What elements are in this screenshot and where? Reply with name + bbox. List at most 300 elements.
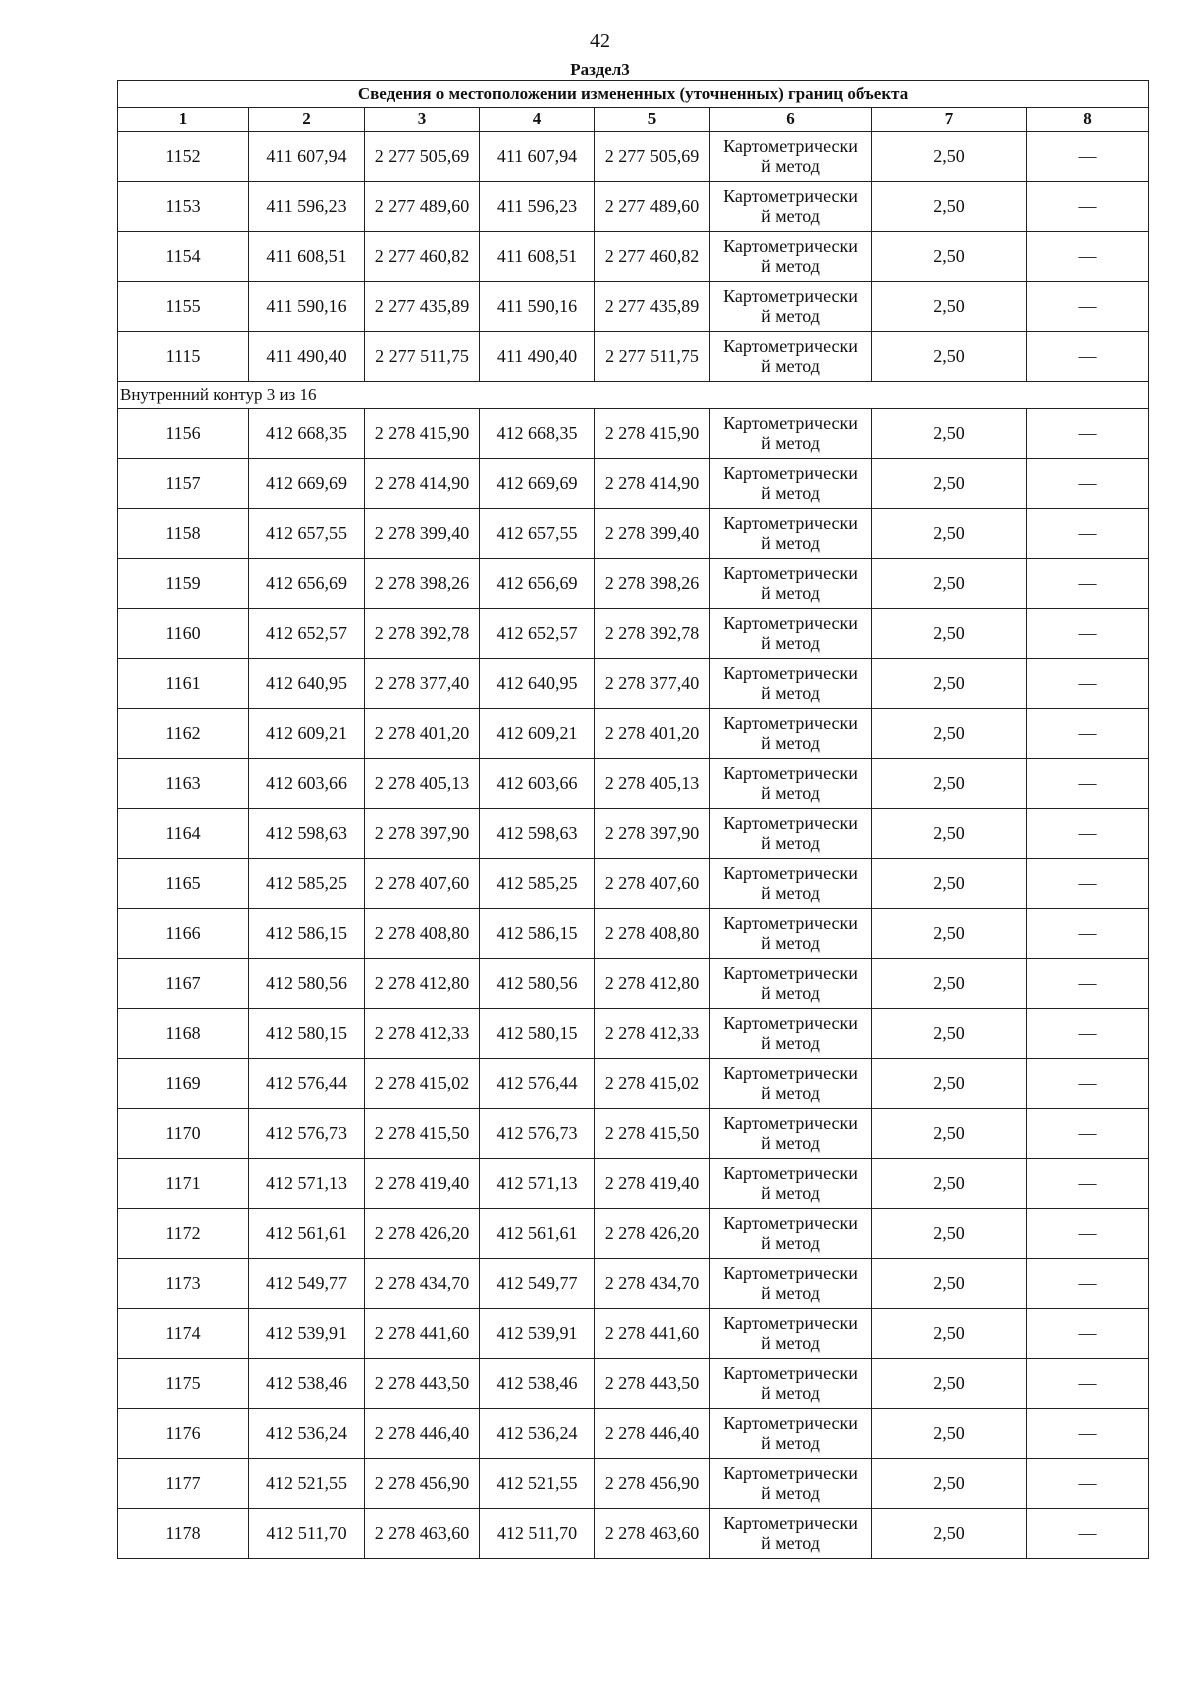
- accuracy-value: 2,50: [872, 709, 1027, 759]
- new-y-coordinate: 2 278 377,40: [595, 659, 710, 709]
- point-number: 1171: [118, 1159, 249, 1209]
- method-line-2: й метод: [761, 1132, 820, 1153]
- accuracy-value: 2,50: [872, 1159, 1027, 1209]
- accuracy-value: 2,50: [872, 1309, 1027, 1359]
- description-cell: —: [1027, 559, 1149, 609]
- column-number: 5: [595, 108, 710, 132]
- point-number: 1152: [118, 132, 249, 182]
- new-y-coordinate: 2 277 460,82: [595, 232, 710, 282]
- description-cell: —: [1027, 859, 1149, 909]
- table-row: [118, 1359, 1149, 1409]
- description-cell: —: [1027, 1159, 1149, 1209]
- method-line-2: й метод: [761, 305, 820, 326]
- old-x-coordinate: 412 598,63: [249, 809, 365, 859]
- method-line-2: й метод: [761, 782, 820, 803]
- description-cell: —: [1027, 1459, 1149, 1509]
- column-number: 2: [249, 108, 365, 132]
- table-row: [118, 859, 1149, 909]
- method-line-2: й метод: [761, 1332, 820, 1353]
- method-cell: [710, 1209, 872, 1259]
- new-x-coordinate: 411 607,94: [480, 132, 595, 182]
- new-y-coordinate: 2 278 415,50: [595, 1109, 710, 1159]
- old-x-coordinate: 412 511,70: [249, 1509, 365, 1559]
- accuracy-value: 2,50: [872, 459, 1027, 509]
- description-cell: —: [1027, 1409, 1149, 1459]
- method-cell: [710, 1309, 872, 1359]
- accuracy-value: 2,50: [872, 1009, 1027, 1059]
- method-line-2: й метод: [761, 582, 820, 603]
- old-x-coordinate: 412 521,55: [249, 1459, 365, 1509]
- new-y-coordinate: 2 277 505,69: [595, 132, 710, 182]
- column-number: 8: [1027, 108, 1149, 132]
- point-number: 1115: [118, 332, 249, 382]
- new-x-coordinate: 412 538,46: [480, 1359, 595, 1409]
- point-number: 1165: [118, 859, 249, 909]
- new-x-coordinate: 412 657,55: [480, 509, 595, 559]
- method-line-2: й метод: [761, 1232, 820, 1253]
- description-cell: —: [1027, 232, 1149, 282]
- point-number: 1168: [118, 1009, 249, 1059]
- accuracy-value: 2,50: [872, 132, 1027, 182]
- old-y-coordinate: 2 278 408,80: [365, 909, 480, 959]
- new-y-coordinate: 2 278 446,40: [595, 1409, 710, 1459]
- table-row: [118, 182, 1149, 232]
- method-cell: [710, 1409, 872, 1459]
- new-x-coordinate: 412 586,15: [480, 909, 595, 959]
- old-x-coordinate: 411 490,40: [249, 332, 365, 382]
- new-y-coordinate: 2 278 463,60: [595, 1509, 710, 1559]
- description-cell: —: [1027, 1009, 1149, 1059]
- method-line-2: й метод: [761, 255, 820, 276]
- table-row: [118, 1009, 1149, 1059]
- accuracy-value: 2,50: [872, 1359, 1027, 1409]
- accuracy-value: 2,50: [872, 1109, 1027, 1159]
- method-line-1: Картометрически: [723, 1512, 858, 1533]
- new-x-coordinate: 412 580,56: [480, 959, 595, 1009]
- old-y-coordinate: 2 278 415,50: [365, 1109, 480, 1159]
- method-cell: [710, 459, 872, 509]
- contour-label: Внутренний контур 3 из 16: [118, 382, 1149, 409]
- description-cell: —: [1027, 609, 1149, 659]
- old-x-coordinate: 412 609,21: [249, 709, 365, 759]
- method-cell: [710, 1159, 872, 1209]
- new-y-coordinate: 2 278 408,80: [595, 909, 710, 959]
- new-x-coordinate: 412 609,21: [480, 709, 595, 759]
- new-y-coordinate: 2 278 398,26: [595, 559, 710, 609]
- method-line-2: й метод: [761, 355, 820, 376]
- accuracy-value: 2,50: [872, 659, 1027, 709]
- method-line-1: Картометрически: [723, 1362, 858, 1383]
- method-line-2: й метод: [761, 1182, 820, 1203]
- new-y-coordinate: 2 278 414,90: [595, 459, 710, 509]
- table-row: [118, 809, 1149, 859]
- coordinates-table: [117, 80, 1149, 1559]
- description-cell: —: [1027, 809, 1149, 859]
- table-row: [118, 1259, 1149, 1309]
- old-x-coordinate: 412 668,35: [249, 409, 365, 459]
- old-y-coordinate: 2 278 407,60: [365, 859, 480, 909]
- method-cell: [710, 132, 872, 182]
- old-y-coordinate: 2 278 419,40: [365, 1159, 480, 1209]
- description-cell: —: [1027, 959, 1149, 1009]
- method-cell: [710, 232, 872, 282]
- point-number: 1176: [118, 1409, 249, 1459]
- point-number: 1175: [118, 1359, 249, 1409]
- new-x-coordinate: 412 561,61: [480, 1209, 595, 1259]
- point-number: 1158: [118, 509, 249, 559]
- column-number: 3: [365, 108, 480, 132]
- section-title: Раздел3: [570, 60, 630, 79]
- new-y-coordinate: 2 278 419,40: [595, 1159, 710, 1209]
- accuracy-value: 2,50: [872, 609, 1027, 659]
- method-line-1: Картометрически: [723, 412, 858, 433]
- method-line-1: Картометрически: [723, 712, 858, 733]
- method-line-2: й метод: [761, 1032, 820, 1053]
- point-number: 1170: [118, 1109, 249, 1159]
- new-x-coordinate: 412 669,69: [480, 459, 595, 509]
- new-x-coordinate: 412 580,15: [480, 1009, 595, 1059]
- table-row: [118, 459, 1149, 509]
- point-number: 1167: [118, 959, 249, 1009]
- description-cell: —: [1027, 709, 1149, 759]
- method-cell: [710, 282, 872, 332]
- new-x-coordinate: 411 590,16: [480, 282, 595, 332]
- point-number: 1174: [118, 1309, 249, 1359]
- old-y-coordinate: 2 278 415,90: [365, 409, 480, 459]
- method-cell: [710, 609, 872, 659]
- accuracy-value: 2,50: [872, 282, 1027, 332]
- method-line-2: й метод: [761, 1532, 820, 1553]
- table-row: [118, 132, 1149, 182]
- accuracy-value: 2,50: [872, 959, 1027, 1009]
- method-line-2: й метод: [761, 1282, 820, 1303]
- new-y-coordinate: 2 278 392,78: [595, 609, 710, 659]
- table-row: [118, 959, 1149, 1009]
- method-cell: [710, 509, 872, 559]
- table-row: [118, 559, 1149, 609]
- method-line-2: й метод: [761, 532, 820, 553]
- point-number: 1154: [118, 232, 249, 282]
- old-x-coordinate: 411 590,16: [249, 282, 365, 332]
- old-y-coordinate: 2 278 377,40: [365, 659, 480, 709]
- method-line-1: Картометрически: [723, 1212, 858, 1233]
- method-cell: [710, 759, 872, 809]
- old-x-coordinate: 411 608,51: [249, 232, 365, 282]
- new-x-coordinate: 411 596,23: [480, 182, 595, 232]
- description-cell: —: [1027, 759, 1149, 809]
- accuracy-value: 2,50: [872, 409, 1027, 459]
- method-cell: [710, 959, 872, 1009]
- table-body-top: [118, 132, 1149, 382]
- description-cell: —: [1027, 459, 1149, 509]
- point-number: 1153: [118, 182, 249, 232]
- method-cell: [710, 1059, 872, 1109]
- method-line-2: й метод: [761, 732, 820, 753]
- point-number: 1160: [118, 609, 249, 659]
- table-row: [118, 1109, 1149, 1159]
- method-line-2: й метод: [761, 1482, 820, 1503]
- method-line-2: й метод: [761, 205, 820, 226]
- method-cell: [710, 559, 872, 609]
- table-row: [118, 509, 1149, 559]
- point-number: 1173: [118, 1259, 249, 1309]
- table-row: [118, 759, 1149, 809]
- table-row: [118, 1509, 1149, 1559]
- old-y-coordinate: 2 277 511,75: [365, 332, 480, 382]
- new-x-coordinate: 412 652,57: [480, 609, 595, 659]
- description-cell: —: [1027, 909, 1149, 959]
- column-number: 7: [872, 108, 1027, 132]
- new-x-coordinate: 412 640,95: [480, 659, 595, 709]
- method-line-2: й метод: [761, 432, 820, 453]
- accuracy-value: 2,50: [872, 182, 1027, 232]
- method-line-1: Картометрически: [723, 462, 858, 483]
- table-row: [118, 1209, 1149, 1259]
- old-x-coordinate: 412 539,91: [249, 1309, 365, 1359]
- old-y-coordinate: 2 278 398,26: [365, 559, 480, 609]
- table-row: [118, 282, 1149, 332]
- table-row: [118, 1059, 1149, 1109]
- method-line-1: Картометрически: [723, 812, 858, 833]
- new-y-coordinate: 2 277 435,89: [595, 282, 710, 332]
- old-y-coordinate: 2 278 456,90: [365, 1459, 480, 1509]
- description-cell: —: [1027, 132, 1149, 182]
- method-line-2: й метод: [761, 1432, 820, 1453]
- new-y-coordinate: 2 278 412,80: [595, 959, 710, 1009]
- table-row: [118, 1409, 1149, 1459]
- table-row: [118, 609, 1149, 659]
- old-y-coordinate: 2 278 405,13: [365, 759, 480, 809]
- old-x-coordinate: 412 580,15: [249, 1009, 365, 1059]
- method-cell: [710, 659, 872, 709]
- new-x-coordinate: 412 585,25: [480, 859, 595, 909]
- accuracy-value: 2,50: [872, 509, 1027, 559]
- new-y-coordinate: 2 278 441,60: [595, 1309, 710, 1359]
- method-line-1: Картометрически: [723, 1462, 858, 1483]
- method-line-1: Картометрически: [723, 862, 858, 883]
- description-cell: —: [1027, 1059, 1149, 1109]
- new-x-coordinate: 412 576,44: [480, 1059, 595, 1109]
- old-x-coordinate: 412 586,15: [249, 909, 365, 959]
- method-cell: [710, 409, 872, 459]
- method-line-2: й метод: [761, 482, 820, 503]
- accuracy-value: 2,50: [872, 1209, 1027, 1259]
- method-line-1: Картометрически: [723, 135, 858, 156]
- method-line-1: Картометрически: [723, 1112, 858, 1133]
- new-y-coordinate: 2 278 456,90: [595, 1459, 710, 1509]
- new-y-coordinate: 2 278 415,02: [595, 1059, 710, 1109]
- method-line-2: й метод: [761, 932, 820, 953]
- new-y-coordinate: 2 278 426,20: [595, 1209, 710, 1259]
- old-y-coordinate: 2 278 414,90: [365, 459, 480, 509]
- accuracy-value: 2,50: [872, 909, 1027, 959]
- method-cell: [710, 332, 872, 382]
- method-line-1: Картометрически: [723, 662, 858, 683]
- point-number: 1166: [118, 909, 249, 959]
- table-caption: Сведения о местоположении измененных (уточненных) границ объекта: [118, 81, 1149, 108]
- accuracy-value: 2,50: [872, 859, 1027, 909]
- table-row: [118, 1459, 1149, 1509]
- old-x-coordinate: 412 576,73: [249, 1109, 365, 1159]
- new-y-coordinate: 2 278 399,40: [595, 509, 710, 559]
- description-cell: —: [1027, 182, 1149, 232]
- old-x-coordinate: 412 603,66: [249, 759, 365, 809]
- method-cell: [710, 909, 872, 959]
- old-x-coordinate: 412 640,95: [249, 659, 365, 709]
- description-cell: —: [1027, 1209, 1149, 1259]
- old-x-coordinate: 412 657,55: [249, 509, 365, 559]
- point-number: 1164: [118, 809, 249, 859]
- description-cell: —: [1027, 1309, 1149, 1359]
- page-number: 42: [590, 30, 610, 52]
- new-y-coordinate: 2 278 405,13: [595, 759, 710, 809]
- method-cell: [710, 1459, 872, 1509]
- accuracy-value: 2,50: [872, 232, 1027, 282]
- accuracy-value: 2,50: [872, 559, 1027, 609]
- method-line-2: й метод: [761, 982, 820, 1003]
- description-cell: —: [1027, 1359, 1149, 1409]
- new-x-coordinate: 412 521,55: [480, 1459, 595, 1509]
- point-number: 1162: [118, 709, 249, 759]
- method-cell: [710, 809, 872, 859]
- method-line-2: й метод: [761, 632, 820, 653]
- method-line-1: Картометрически: [723, 1162, 858, 1183]
- method-line-1: Картометрически: [723, 335, 858, 356]
- table-row: [118, 659, 1149, 709]
- accuracy-value: 2,50: [872, 332, 1027, 382]
- description-cell: —: [1027, 1259, 1149, 1309]
- old-y-coordinate: 2 278 463,60: [365, 1509, 480, 1559]
- new-x-coordinate: 412 598,63: [480, 809, 595, 859]
- new-y-coordinate: 2 278 415,90: [595, 409, 710, 459]
- method-cell: [710, 1109, 872, 1159]
- accuracy-value: 2,50: [872, 1409, 1027, 1459]
- old-y-coordinate: 2 278 434,70: [365, 1259, 480, 1309]
- description-cell: —: [1027, 282, 1149, 332]
- old-x-coordinate: 412 561,61: [249, 1209, 365, 1259]
- point-number: 1161: [118, 659, 249, 709]
- new-x-coordinate: 412 511,70: [480, 1509, 595, 1559]
- description-cell: —: [1027, 659, 1149, 709]
- column-number: 6: [710, 108, 872, 132]
- description-cell: —: [1027, 409, 1149, 459]
- old-y-coordinate: 2 278 446,40: [365, 1409, 480, 1459]
- old-y-coordinate: 2 277 460,82: [365, 232, 480, 282]
- description-cell: —: [1027, 1509, 1149, 1559]
- old-y-coordinate: 2 278 441,60: [365, 1309, 480, 1359]
- accuracy-value: 2,50: [872, 1259, 1027, 1309]
- table-body-bottom: [118, 409, 1149, 1559]
- old-x-coordinate: 412 571,13: [249, 1159, 365, 1209]
- old-x-coordinate: 412 536,24: [249, 1409, 365, 1459]
- table-row: [118, 909, 1149, 959]
- method-line-1: Картометрически: [723, 1312, 858, 1333]
- point-number: 1155: [118, 282, 249, 332]
- old-y-coordinate: 2 278 397,90: [365, 809, 480, 859]
- column-number: 4: [480, 108, 595, 132]
- method-cell: [710, 1009, 872, 1059]
- old-x-coordinate: 412 580,56: [249, 959, 365, 1009]
- point-number: 1177: [118, 1459, 249, 1509]
- method-cell: [710, 182, 872, 232]
- point-number: 1159: [118, 559, 249, 609]
- old-x-coordinate: 412 585,25: [249, 859, 365, 909]
- old-y-coordinate: 2 277 505,69: [365, 132, 480, 182]
- contour-section: [118, 382, 1149, 409]
- description-cell: —: [1027, 1109, 1149, 1159]
- column-number: 1: [118, 108, 249, 132]
- method-line-1: Картометрически: [723, 912, 858, 933]
- new-x-coordinate: 411 608,51: [480, 232, 595, 282]
- point-number: 1157: [118, 459, 249, 509]
- table-row: [118, 1159, 1149, 1209]
- method-cell: [710, 1259, 872, 1309]
- old-x-coordinate: 412 538,46: [249, 1359, 365, 1409]
- new-y-coordinate: 2 278 397,90: [595, 809, 710, 859]
- old-y-coordinate: 2 278 412,80: [365, 959, 480, 1009]
- method-line-1: Картометрически: [723, 612, 858, 633]
- old-x-coordinate: 412 576,44: [249, 1059, 365, 1109]
- method-cell: [710, 1359, 872, 1409]
- new-y-coordinate: 2 278 401,20: [595, 709, 710, 759]
- new-y-coordinate: 2 278 434,70: [595, 1259, 710, 1309]
- method-line-1: Картометрически: [723, 1012, 858, 1033]
- method-line-2: й метод: [761, 155, 820, 176]
- method-line-1: Картометрически: [723, 562, 858, 583]
- point-number: 1172: [118, 1209, 249, 1259]
- method-line-2: й метод: [761, 1082, 820, 1103]
- method-cell: [710, 859, 872, 909]
- method-line-2: й метод: [761, 882, 820, 903]
- old-y-coordinate: 2 278 401,20: [365, 709, 480, 759]
- old-x-coordinate: 411 607,94: [249, 132, 365, 182]
- table-row: [118, 332, 1149, 382]
- old-y-coordinate: 2 278 399,40: [365, 509, 480, 559]
- old-x-coordinate: 412 656,69: [249, 559, 365, 609]
- old-y-coordinate: 2 278 412,33: [365, 1009, 480, 1059]
- method-line-1: Картометрически: [723, 962, 858, 983]
- accuracy-value: 2,50: [872, 1059, 1027, 1109]
- new-x-coordinate: 411 490,40: [480, 332, 595, 382]
- method-cell: [710, 709, 872, 759]
- old-x-coordinate: 412 652,57: [249, 609, 365, 659]
- description-cell: —: [1027, 509, 1149, 559]
- old-y-coordinate: 2 277 435,89: [365, 282, 480, 332]
- new-x-coordinate: 412 539,91: [480, 1309, 595, 1359]
- new-y-coordinate: 2 277 511,75: [595, 332, 710, 382]
- new-x-coordinate: 412 536,24: [480, 1409, 595, 1459]
- table-row: [118, 709, 1149, 759]
- new-x-coordinate: 412 571,13: [480, 1159, 595, 1209]
- description-cell: —: [1027, 332, 1149, 382]
- accuracy-value: 2,50: [872, 1459, 1027, 1509]
- method-line-1: Картометрически: [723, 1262, 858, 1283]
- point-number: 1169: [118, 1059, 249, 1109]
- new-x-coordinate: 412 668,35: [480, 409, 595, 459]
- old-y-coordinate: 2 278 443,50: [365, 1359, 480, 1409]
- new-y-coordinate: 2 278 443,50: [595, 1359, 710, 1409]
- method-line-1: Картометрически: [723, 512, 858, 533]
- method-line-1: Картометрически: [723, 1062, 858, 1083]
- method-line-2: й метод: [761, 682, 820, 703]
- old-x-coordinate: 411 596,23: [249, 182, 365, 232]
- table-row: [118, 409, 1149, 459]
- accuracy-value: 2,50: [872, 759, 1027, 809]
- point-number: 1178: [118, 1509, 249, 1559]
- old-y-coordinate: 2 278 426,20: [365, 1209, 480, 1259]
- method-line-1: Картометрически: [723, 185, 858, 206]
- accuracy-value: 2,50: [872, 809, 1027, 859]
